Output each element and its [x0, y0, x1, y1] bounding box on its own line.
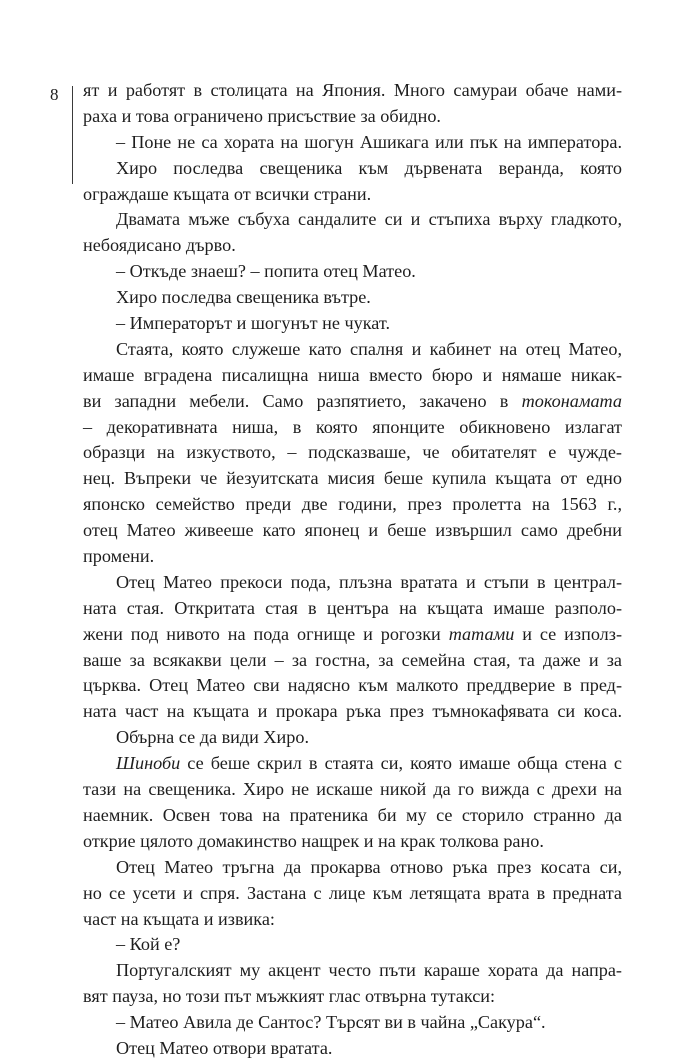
- text-line: Португалският му акцент често пъти караше хората да напра-: [116, 960, 622, 981]
- text-line: ваше за всякакви цели – за гостна, за семейна стая, та даже и за: [83, 649, 622, 670]
- text-segment: ви западни мебели. Само разпятието, закачено в: [83, 390, 522, 411]
- text-line: – Откъде знаеш? – попита отец Матео.: [116, 261, 416, 282]
- page-number: 8: [50, 85, 59, 104]
- text-line: [83, 622, 622, 648]
- text-line: църква. Отец Матео сви надясно към малкото преддверие в пред-: [83, 675, 622, 696]
- text-line: промени.: [83, 546, 155, 567]
- text-line: наемник. Освен това на пратеника би му се сторило странно да: [83, 804, 622, 825]
- text-line: част на къщата и извика:: [83, 908, 275, 929]
- text-line: [83, 389, 622, 415]
- text-line: ната част на къщата и прокара ръка през тъмнокафявата си коса.: [83, 701, 622, 722]
- text-line: ограждаше къщата от всички страни.: [83, 183, 372, 204]
- text-line: отец Матео живееше като японец и беше извършил само дребни: [83, 520, 622, 541]
- text-line: нец. Въпреки че йезуитската мисия беше купила къщата от едно: [83, 468, 622, 489]
- text-line: – Матео Авила де Сантос? Търсят ви в чайна „Сакура“.: [116, 1012, 546, 1033]
- text-line: Обърна се да види Хиро.: [116, 727, 310, 748]
- text-segment: жени под нивото на пода огнище и рогозки: [83, 623, 449, 644]
- text-line: – Поне не са хората на шогун Ашикага или пък на императора.: [116, 131, 622, 152]
- text-line: японско семейство преди две години, през пролетта на 1563 г.,: [83, 494, 622, 515]
- text-line: – Кой е?: [116, 934, 181, 955]
- italic-term: токонамата: [521, 390, 622, 411]
- text-line: но се усети и спря. Застана с лице към летящата врата в предната: [83, 882, 622, 903]
- text-line: Хиро последва свещеника вътре.: [116, 287, 371, 308]
- text-line: Отец Матео отвори вратата.: [116, 1037, 333, 1058]
- text-segment: се беше скрил в стаята си, която имаше обща стена с: [180, 753, 622, 774]
- margin-rule: [72, 86, 73, 184]
- text-segment: и се използ-: [514, 623, 623, 644]
- text-line: – декоративната ниша, в която японците обикновено излагат: [83, 416, 622, 437]
- text-line: Отец Матео тръгна да прокарва отново ръка през косата си,: [116, 856, 622, 877]
- text-line: образци на изкуството, – подсказваше, че обитателят е чужде-: [83, 442, 622, 463]
- text-line: Хиро последва свещеника към дървената веранда, която: [116, 157, 622, 178]
- body-text: [83, 78, 622, 1062]
- text-line: вят пауза, но този път мъжкият глас отвърна тутакси:: [83, 986, 496, 1007]
- text-line: – Императорът и шогунът не чукат.: [116, 313, 391, 334]
- text-line: Стаята, която служеше като спалня и кабинет на отец Матео,: [116, 338, 622, 359]
- text-line: небоядисано дърво.: [83, 235, 236, 256]
- text-line: Двамата мъже събуха сандалите си и стъпиха върху гладкото,: [116, 209, 622, 230]
- text-line: ят и работят в столицата на Япония. Много самураи обаче нами-: [83, 80, 622, 100]
- text-line: раха и това ограничено присъствие за обидно.: [83, 105, 441, 126]
- italic-term: татами: [448, 623, 515, 644]
- italic-term: Шиноби: [116, 753, 181, 774]
- text-line: ната стая. Откритата стая в центъра на къщата имаше разполо-: [83, 597, 622, 618]
- text-line: [83, 751, 622, 777]
- text-line: имаше вградена писалищна ниша вместо бюро и нямаше никак-: [83, 364, 622, 385]
- text-line: открие цялото домакинство нащрек и на крак толкова рано.: [83, 830, 544, 851]
- text-line: Отец Матео прекоси пода, плъзна вратата и стъпи в централ-: [116, 571, 622, 592]
- text-line: тази на свещеника. Хиро не искаше никой да го вижда с дрехи на: [83, 779, 622, 800]
